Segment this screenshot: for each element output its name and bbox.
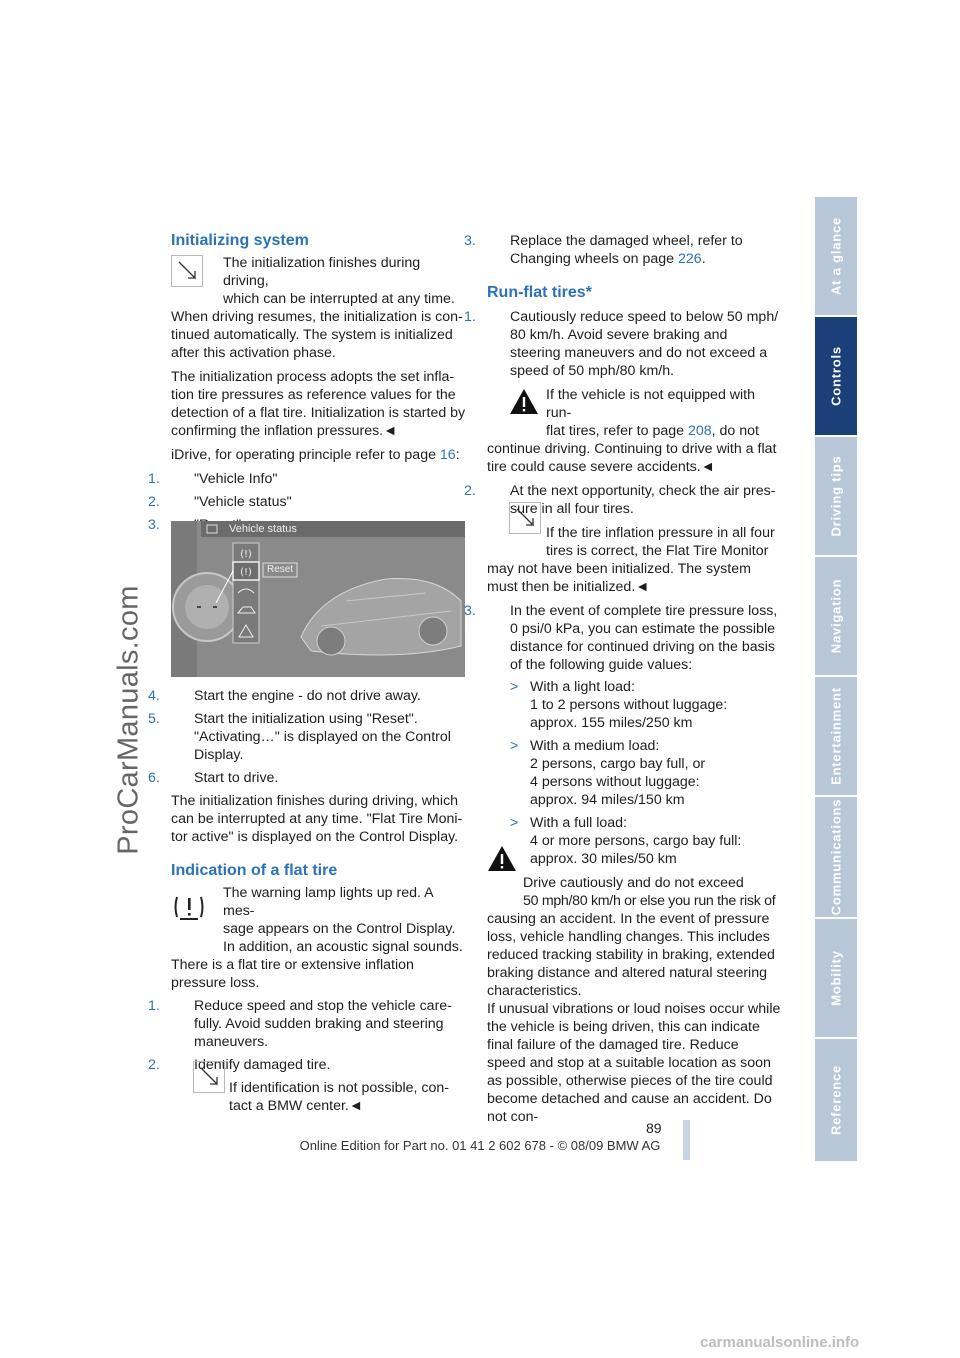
note-icon — [509, 502, 541, 534]
control-display-image — [171, 521, 465, 677]
note-2-line2: tires is correct, the Flat Tire Monitor — [546, 543, 769, 559]
warning-1-rest: continue driving. Continuing to drive with a flat tire could cause severe accidents.◄ — [487, 441, 777, 475]
tab-navigation[interactable]: Navigation — [815, 557, 857, 677]
vehicle-status-screen — [171, 521, 465, 677]
warning-1-line2: flat tires, refer to page 208, do not — [546, 423, 759, 439]
warning-2-rest: causing an accident. In the event of pressure loss, vehicle handling changes. This includes reduced tracking stability in braking, extended braking distance and altered natural steering characteristics. — [487, 911, 775, 999]
right-column — [464, 232, 781, 1126]
tab-entertainment[interactable]: Entertainment — [815, 677, 857, 797]
page-link-16[interactable]: 16 — [439, 447, 456, 463]
step-item: 3. Replace the damaged wheel, refer to Changing wheels on page 226. — [464, 233, 743, 267]
init-paragraph-3: The initialization finishes during driving, which can be interrupted at any time. "Flat Tire Moni-tor active" is displayed on the Control Display. — [171, 793, 463, 845]
load-item: > With a medium load: 2 persons, cargo bay full, or 4 persons without luggage: approx. 94 miles/150 km — [510, 738, 706, 808]
init-note-line1: The initialization finishes during driving, — [223, 255, 421, 289]
step-item: 4. Start the engine - do not drive away. — [148, 688, 421, 704]
heading-initializing-system: Initializing system — [171, 232, 309, 249]
page-number: 89 — [646, 1120, 662, 1136]
heading-flat-tire: Indication of a flat tire — [171, 862, 338, 879]
svg-text:(!): (!) — [240, 549, 252, 560]
warning-1-line1: If the vehicle is not equipped with run- — [546, 387, 756, 421]
footer-edition: Online Edition for Part no. 01 41 2 602 678 - © 08/09 BMW AG — [299, 1138, 661, 1153]
screen-title: Vehicle status — [229, 523, 297, 535]
tire-pressure-warning-icon — [171, 889, 207, 925]
left-column — [148, 232, 467, 534]
side-watermark: ProCarManuals.com — [112, 585, 145, 855]
heading-run-flat-tires: Run-flat tires* — [487, 284, 592, 301]
step-item: 3. In the event of complete tire pressure loss, 0 psi/0 kPa, you can estimate the possible distance for continued driving on the basis of the following guide values: — [464, 603, 778, 673]
bottom-watermark: carmanualsonline.info — [700, 1334, 860, 1351]
ident-note-line1: If identification is not possible, con- — [229, 1080, 450, 1096]
idrive-reference: iDrive, for operating principle refer to page 16: — [171, 447, 460, 463]
warning-2-line2: 50 mph/80 km/h or else you run the risk of — [523, 893, 776, 909]
load-item: > With a full load: 4 or more persons, cargo bay full: approx. 30 miles/50 km — [510, 815, 742, 867]
step-item: 1. Reduce speed and stop the vehicle care-fully. Avoid sudden braking and steering maneuvers. — [148, 998, 452, 1050]
note-icon — [171, 255, 203, 287]
step-item: 3. — [148, 517, 160, 533]
init-paragraph-1: When driving resumes, the initialization is con-tinued automatically. The system is initialized after this activation phase. — [171, 309, 463, 361]
tab-controls[interactable]: Controls — [815, 317, 857, 437]
ident-note-line2: tact a BMW center.◄ — [229, 1098, 363, 1114]
note-2-rest: may not have been initialized. The system must then be initialized.◄ — [487, 561, 751, 595]
tab-driving-tips[interactable]: Driving tips — [815, 437, 857, 557]
load-item: > With a light load: 1 to 2 persons without luggage: approx. 155 miles/250 km — [510, 679, 728, 731]
note-icon — [193, 1061, 225, 1093]
page-link-208[interactable]: 208 — [687, 423, 712, 439]
step-item: 2. Identify damaged tire. — [148, 1057, 331, 1073]
flat-note-line3: In addition, an acoustic signal sounds. — [223, 939, 463, 955]
tab-communications[interactable]: Communications — [815, 797, 857, 919]
screen-reset-item: Reset — [267, 564, 294, 575]
page-link-226[interactable]: 226 — [678, 251, 702, 267]
step-item: 2. At the next opportunity, check the air pres-sure in all four tires. — [464, 483, 776, 517]
note-2-line1: If the tire inflation pressure in all four — [546, 525, 775, 541]
init-note-line2: which can be interrupted at any time. — [223, 291, 455, 307]
step-item: 1. Cautiously reduce speed to below 50 mph/ 80 km/h. Avoid severe braking and steering maneuvers and do not exceed a speed of 50 mph/80 km/h. — [464, 309, 779, 379]
tab-mobility[interactable]: Mobility — [815, 919, 857, 1039]
tab-at-a-glance[interactable]: At a glance — [815, 197, 857, 317]
tab-reference[interactable]: Reference — [815, 1039, 857, 1163]
flat-paragraph-1: There is a flat tire or extensive inflation pressure loss. — [171, 957, 414, 991]
flat-note-line2: sage appears on the Control Display. — [223, 921, 456, 937]
step-item: 6. Start to drive. — [148, 770, 279, 786]
init-paragraph-2: The initialization process adopts the set infla-tion tire pressures as reference values for the detection of a flat tire. Initialization is started by confirming the inflation pressures.◄ — [171, 369, 466, 439]
warning-triangle-icon — [509, 386, 539, 416]
svg-text:(!): (!) — [240, 567, 252, 578]
flat-note-line1: The warning lamp lights up red. A mes- — [223, 885, 433, 919]
step-item: 1. "Vehicle Info" — [148, 471, 278, 487]
left-column-lower — [148, 687, 467, 1115]
warning-2-paragraph-2: If unusual vibrations or loud noises occur while the vehicle is being driven, this can indicate final failure of the damaged tire. Reduce speed and stop at a suitable location as soon as possible, otherwise pieces of the tire could become detached and cause an accident. Do not con- — [487, 1001, 781, 1125]
step-item: 2. "Vehicle status" — [148, 494, 292, 510]
warning-triangle-icon — [487, 843, 517, 873]
step-item: 5. Start the initialization using "Reset". "Activating…" is displayed on the Control Display. — [148, 711, 451, 763]
warning-2-line1: Drive cautiously and do not exceed — [523, 875, 744, 891]
chapter-tabs — [815, 197, 857, 1161]
